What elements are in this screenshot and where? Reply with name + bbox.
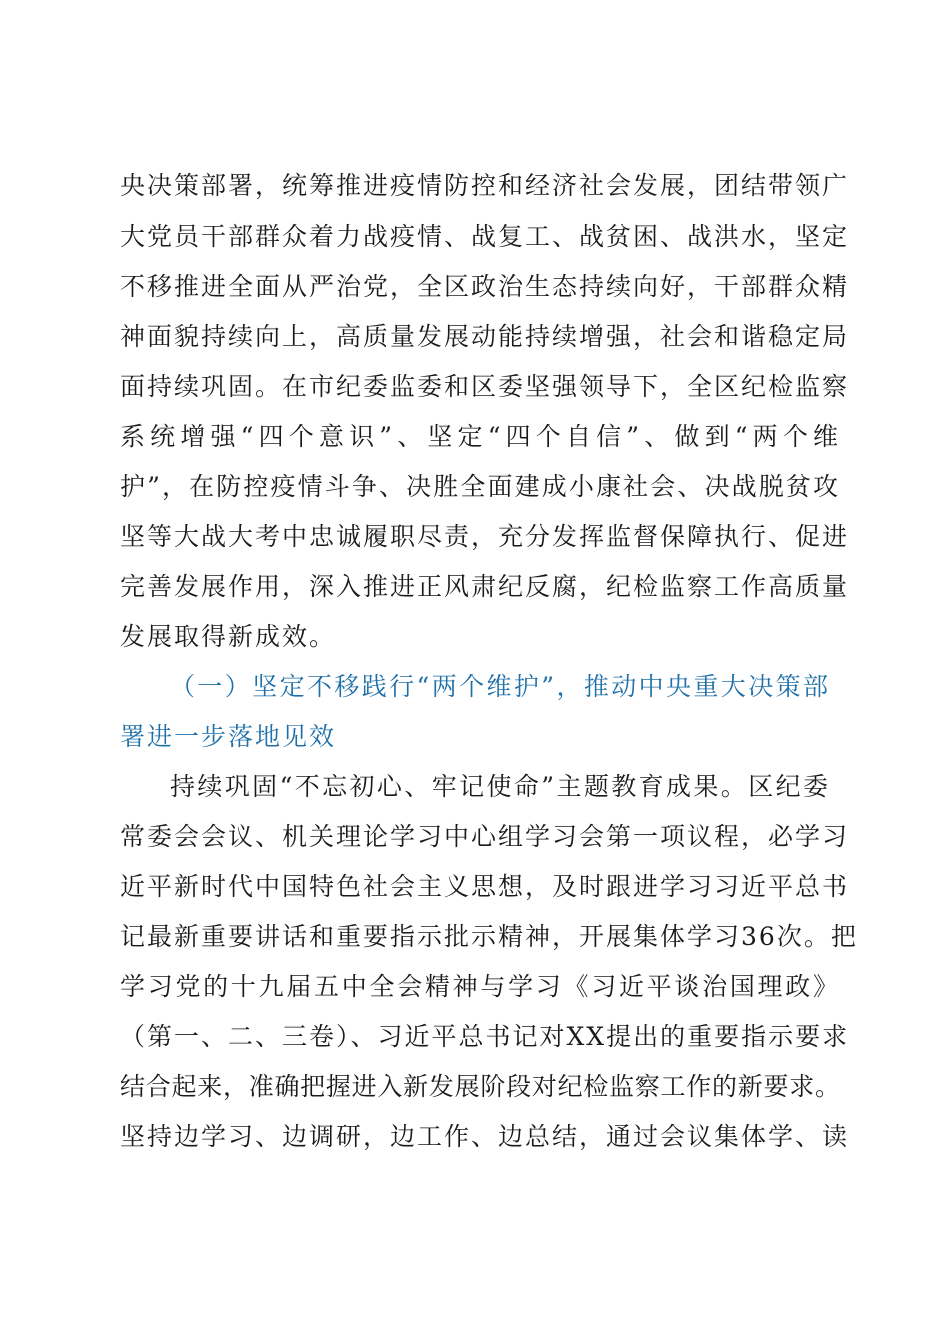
paragraph-1-line-1: 央决策部署，统筹推进疫情防控和经济社会发展，团结带领广: [120, 171, 850, 200]
paragraph-2-line-7: 结合起来，准确把握进入新发展阶段对纪检监察工作的新要求。: [120, 1072, 840, 1101]
paragraph-1-line-7: 护”，在防控疫情斗争、决胜全面建成小康社会、决战脱贫攻: [120, 472, 840, 501]
paragraph-2-line-3: 近平新时代中国特色社会主义思想，及时跟进学习习近平总书: [120, 872, 850, 901]
paragraph-1-line-2: 大党员干部群众着力战疫情、战复工、战贫困、战洪水，坚定: [120, 222, 850, 251]
paragraph-2-line-6: （第一、二、三卷）、习近平总书记对XX提出的重要指示要求: [120, 1022, 850, 1051]
paragraph-1-line-6: 系统增强“四个意识”、坚定“四个自信”、做到“两个维: [120, 422, 840, 451]
section-heading-line-2: 署进一步落地见效: [120, 722, 337, 751]
paragraph-1-line-3: 不移推进全面从严治党，全区政治生态持续向好，干部群众精: [120, 272, 850, 301]
paragraph-1-line-9: 完善发展作用，深入推进正风肃纪反腐，纪检监察工作高质量: [120, 572, 850, 601]
paragraph-1-line-5: 面持续巩固。在市纪委监委和区委坚强领导下，全区纪检监察: [120, 372, 850, 401]
paragraph-2-line-8: 坚持边学习、边调研，边工作、边总结，通过会议集体学、读: [120, 1122, 850, 1151]
paragraph-1-line-4: 神面貌持续向上，高质量发展动能持续增强，社会和谐稳定局: [120, 322, 850, 351]
section-heading-line-1: （一）坚定不移践行“两个维护”，推动中央重大决策部: [170, 672, 830, 701]
paragraph-1-line-10: 发展取得新成效。: [120, 622, 337, 651]
paragraph-2-line-4: 记最新重要讲话和重要指示批示精神，开展集体学习36次。把: [120, 922, 858, 951]
paragraph-2-line-1: 持续巩固“不忘初心、牢记使命”主题教育成果。区纪委: [170, 772, 830, 801]
paragraph-2-line-5: 学习党的十九届五中全会精神与学习《习近平谈治国理政》: [120, 972, 840, 1001]
paragraph-2-line-2: 常委会会议、机关理论学习中心组学习会第一项议程，必学习: [120, 822, 850, 851]
paragraph-1-line-8: 坚等大战大考中忠诚履职尽责，充分发挥监督保障执行、促进: [120, 522, 850, 551]
